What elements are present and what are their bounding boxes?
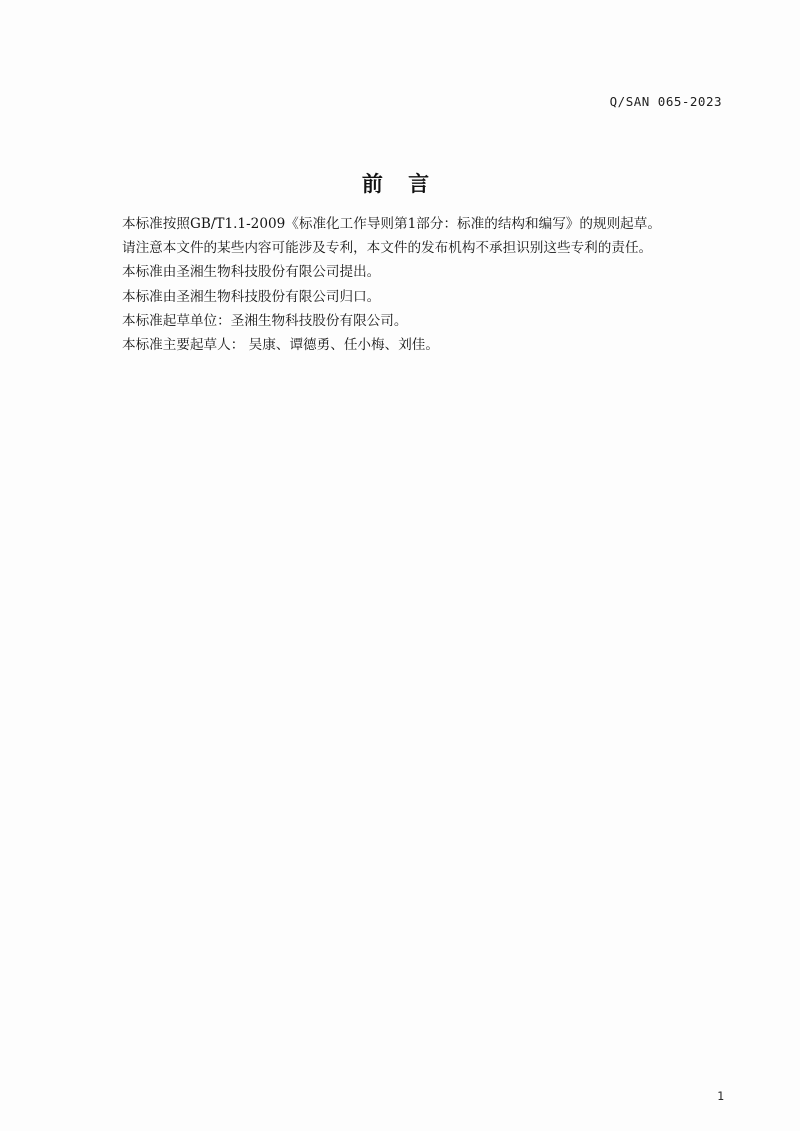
paragraph: 本标准由圣湘生物科技股份有限公司归口。 [122, 288, 381, 305]
paragraph: 本标准按照GB/T1.1-2009《标准化工作导则第1部分：标准的结构和编写》的规则起草。 [122, 216, 661, 232]
paragraph: 本标准主要起草人： 吴康、谭德勇、任小梅、刘佳。 [122, 337, 439, 354]
paragraph: 本标准起草单位：圣湘生物科技股份有限公司。 [122, 312, 408, 329]
paragraph: 本标准由圣湘生物科技股份有限公司提出。 [122, 264, 381, 281]
page-number: 1 [717, 1089, 724, 1103]
document-header-code: Q/SAN 065-2023 [609, 94, 722, 109]
page-title: 前 言 [361, 172, 439, 196]
foreword-body [122, 212, 712, 357]
paragraph: 请注意本文件的某些内容可能涉及专利，本文件的发布机构不承担识别这些专利的责任。 [122, 240, 653, 257]
